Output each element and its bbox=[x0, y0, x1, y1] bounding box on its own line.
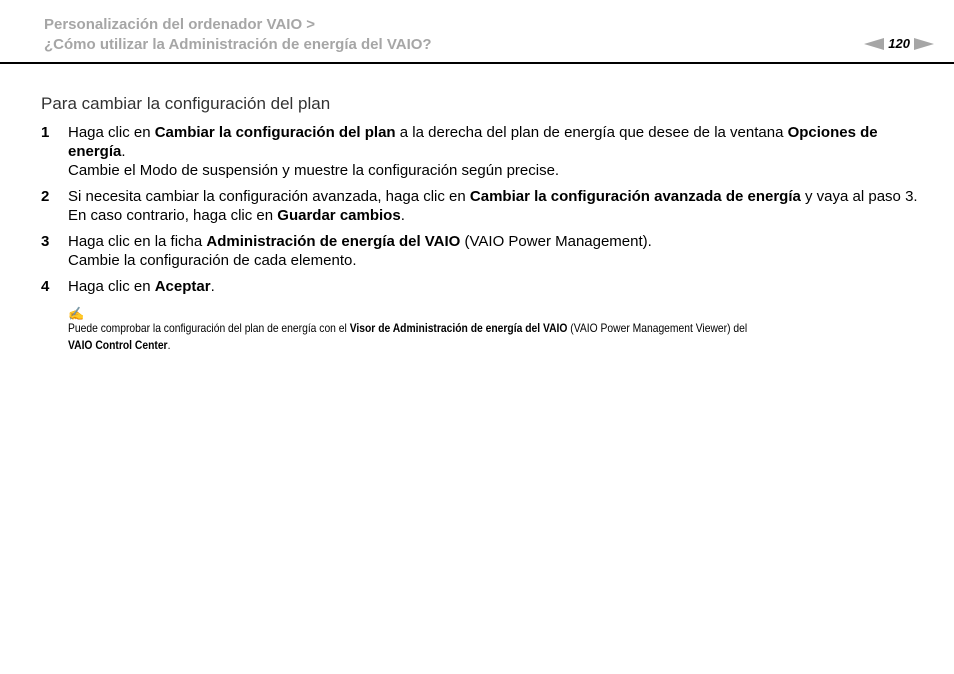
ui-term: Cambiar la configuración avanzada de energía bbox=[469, 188, 801, 205]
ui-term: Visor de Administración de energía del VAIO bbox=[349, 321, 568, 335]
step-text-part: y vaya al paso 3. bbox=[800, 188, 918, 205]
page-navigation bbox=[864, 36, 934, 51]
step-text-part: . bbox=[400, 207, 405, 224]
note-text bbox=[68, 320, 928, 354]
step-text bbox=[68, 232, 921, 270]
step-3 bbox=[41, 232, 921, 270]
step-4 bbox=[41, 277, 921, 296]
breadcrumb-line-1[interactable]: Personalización del ordenador VAIO > bbox=[44, 16, 316, 33]
ui-term: Guardar cambios bbox=[277, 207, 401, 224]
ui-term: Opciones de energía bbox=[68, 124, 878, 160]
breadcrumb bbox=[44, 15, 432, 55]
page-number: 120 bbox=[888, 36, 910, 51]
step-2 bbox=[41, 187, 921, 225]
step-number: 1 bbox=[41, 124, 50, 141]
step-number: 2 bbox=[41, 188, 50, 205]
breadcrumb-line-2[interactable]: ¿Cómo utilizar la Administración de energía del VAIO? bbox=[44, 36, 432, 53]
note-pencil-icon: ✍ bbox=[68, 306, 85, 321]
step-text-part: a la derecha del plan de energía que desee de la ventana bbox=[395, 124, 788, 141]
step-text-part: En caso contrario, haga clic en bbox=[68, 207, 278, 224]
ui-term: Cambiar la configuración del plan bbox=[154, 124, 396, 141]
steps-list bbox=[41, 123, 921, 296]
step-text-part: (VAIO Power Management). bbox=[460, 233, 652, 250]
ui-term: VAIO Control Center bbox=[68, 338, 168, 352]
previous-page-arrow-icon[interactable] bbox=[864, 38, 884, 50]
step-number: 3 bbox=[41, 233, 50, 250]
main-content bbox=[41, 94, 921, 354]
note-text-part: (VAIO Power Management Viewer) del bbox=[567, 321, 748, 335]
ui-term: Administración de energía del VAIO bbox=[206, 233, 461, 250]
step-text-part: . bbox=[121, 143, 126, 160]
next-page-arrow-icon[interactable] bbox=[914, 38, 934, 50]
step-text-part: Haga clic en la ficha bbox=[68, 233, 207, 250]
ui-term: Aceptar bbox=[154, 278, 211, 295]
note-text-part: Puede comprobar la configuración del plan de energía con el bbox=[68, 321, 350, 335]
step-text-part: Haga clic en bbox=[68, 278, 155, 295]
step-1 bbox=[41, 123, 921, 180]
step-text-part: Haga clic en bbox=[68, 124, 155, 141]
step-text-part: . bbox=[210, 278, 215, 295]
step-text-part: Si necesita cambiar la configuración avanzada, haga clic en bbox=[68, 188, 470, 205]
step-text-part: Cambie el Modo de suspensión y muestre la configuración según precise. bbox=[68, 162, 560, 179]
header-divider bbox=[0, 62, 954, 64]
step-text bbox=[68, 123, 921, 180]
section-title: Para cambiar la configuración del plan bbox=[41, 94, 331, 113]
page-header bbox=[0, 0, 954, 64]
step-text bbox=[68, 277, 921, 296]
note-text-part: . bbox=[167, 338, 171, 352]
step-text-part: Cambie la configuración de cada elemento. bbox=[68, 252, 357, 269]
step-text bbox=[68, 187, 921, 225]
step-number: 4 bbox=[41, 278, 50, 295]
note bbox=[68, 307, 921, 354]
